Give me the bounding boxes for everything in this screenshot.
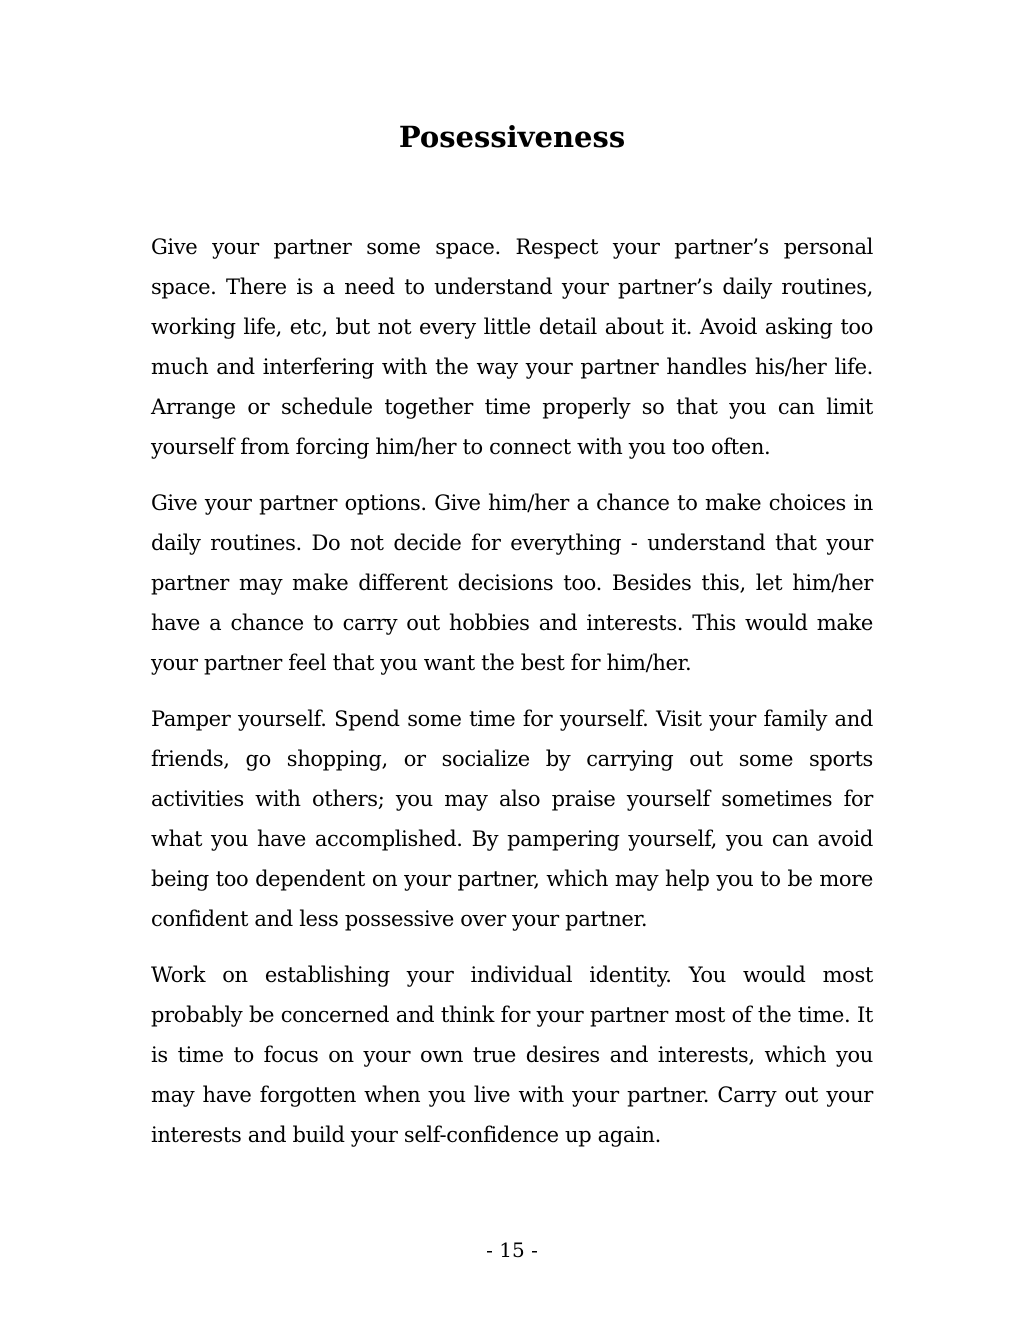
body-text [151,227,873,1171]
page-title: Posessiveness [398,120,626,154]
page-number: - 15 - [486,1238,538,1262]
paragraph-3: Pamper yourself. Spend some time for yourself. Visit your family and friends, go shopping, or socialize by carrying out some sports activities with others; you may also praise yourself sometimes for what you have accomplished. By pampering yourself, you can avoid being too dependent on your partner, which may help you to be more confident and less possessive over your partner. [151,707,873,931]
paragraph-1: Give your partner some space. Respect your partner’s personal space. There is a need to understand your partner’s daily routines, working life, etc, but not every little detail about it. Avoid asking too much and interfering with the way your partner handles his/her life. Arrange or schedule together time properly so that you can limit yourself from forcing him/her to connect with you too often. [151,235,873,459]
paragraph-4: Work on establishing your individual identity. You would most probably be concerned and think for your partner most of the time. It is time to focus on your own true desires and interests, which you may have forgotten when you live with your partner. Carry out your interests and build your self-confidence up again. [151,963,873,1147]
paragraph-2: Give your partner options. Give him/her a chance to make choices in daily routines. Do not decide for everything - understand that your partner may make different decisions too. Besides this, let him/her have a chance to carry out hobbies and interests. This would make your partner feel that you want the best for him/her. [151,491,873,675]
